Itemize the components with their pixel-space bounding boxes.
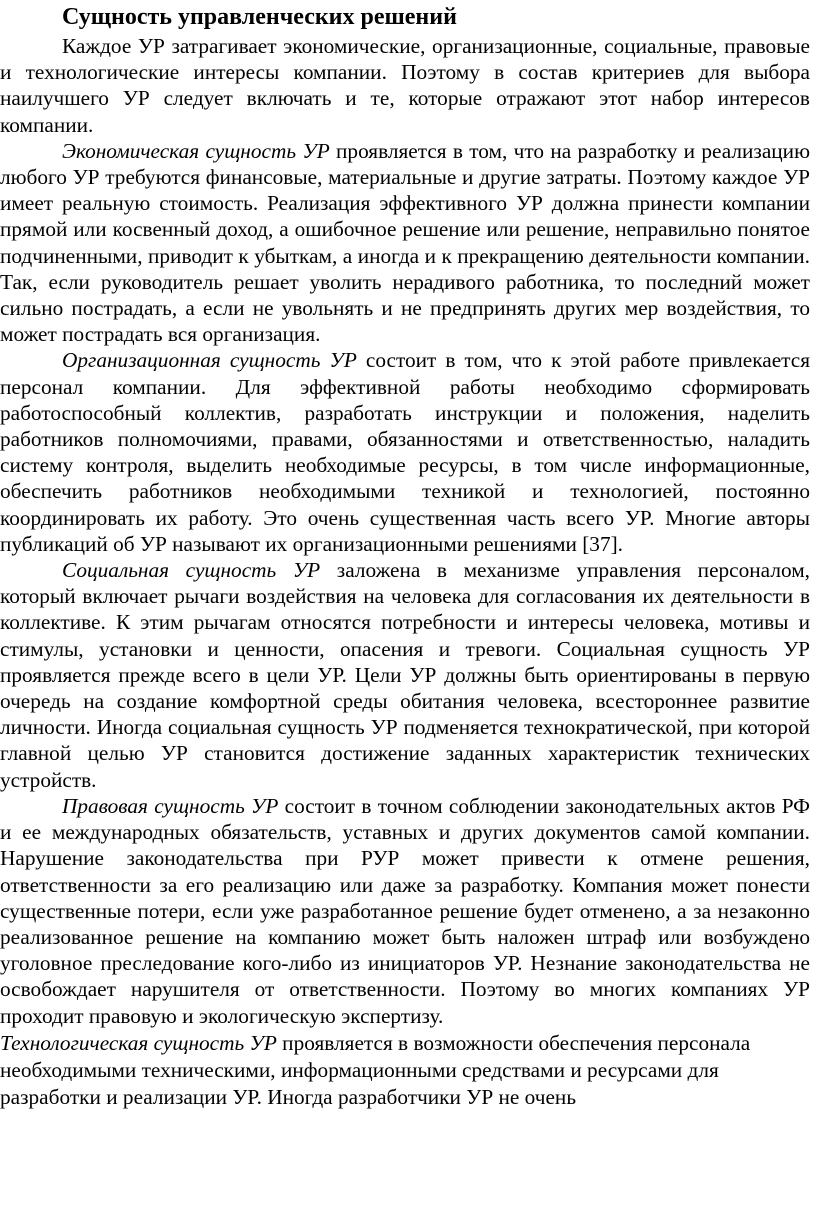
paragraph-text: заложена в механизме управления персоналом, который включает рычаги воздействия на человека для согласования их деятельности в коллективе. К этим рычагам относятся потребности и интересы человека, мотивы и стимулы, установки и ценности, опасения и тревоги. Социальная сущность УР проявляется прежде всего в цели УР. Цели УР должны быть ориентированы в первую очередь на создание комфортной среды обитания человека, всестороннее развитие личности. Иногда социальная сущность УР подменяется технократической, при которой главной целью УР становится достижение заданных характеристик технических устройств.	[0, 558, 810, 792]
paragraph-intro	[0, 33, 810, 138]
paragraph-organizational	[0, 347, 810, 557]
paragraph-lead-term: Социальная сущность УР	[62, 558, 321, 583]
paragraph-economic	[0, 138, 810, 348]
paragraph-lead-term: Правовая сущность УР	[62, 793, 279, 818]
paragraph-text: проявляется в возможности обеспечения персонала необходимыми техническими, информационными средствами и ресурсами для разработки и реализации УР. Иногда разработчики УР не очень	[0, 1030, 751, 1109]
paragraph-text: Каждое УР затрагивает экономические, организационные, социальные, правовые и технологические интересы компании. Поэтому в состав критериев для выбора наилучшего УР следует включать и те, которые отражают этот набор интересов компании.	[0, 34, 810, 137]
paragraph-text: проявляется в том, что на разработку и реализацию любого УР требуются финансовые, материальные и другие затраты. Поэтому каждое УР имеет реальную стоимость. Реализация эффективного УР должна принести компании прямой или косвенный доход, а ошибочное решение или решение, неправильно понятое подчиненными, приводит к убыткам, а иногда и к прекращению деятельности компании. Так, если руководитель решает уволить нерадивого работника, то последний может сильно пострадать, а если не увольнять и не предпринять других мер воздействия, то может пострадать вся организация.	[0, 138, 810, 347]
paragraph-lead-term: Организационная сущность УР	[62, 348, 357, 373]
page-title: Сущность управленческих решений	[62, 4, 457, 30]
paragraph-legal	[0, 793, 810, 1029]
paragraph-lead-term: Технологическая сущность УР	[0, 1030, 277, 1055]
document-body	[0, 33, 810, 1111]
paragraph-technological	[0, 1030, 810, 1111]
paragraph-lead-term: Экономическая сущность УР	[62, 138, 330, 163]
paragraph-text: состоит в том, что к этой работе привлекается персонал компании. Для эффективной работы необходимо сформировать работоспособный коллектив, разработать инструкции и положения, наделить работников полномочиями, правами, обязанностями и ответственностью, наладить систему контроля, выделить необходимые ресурсы, в том числе информационные, обеспечить работников необходимыми техникой и технологией, постоянно координировать их работу. Это очень существенная часть всего УР. Многие авторы публикаций об УР называют их организационными решениями [37].	[0, 348, 810, 556]
paragraph-social	[0, 557, 810, 793]
paragraph-text: состоит в точном соблюдении законодательных актов РФ и ее международных обязательств, уставных и других документов самой компании. Нарушение законодательства при РУР может привести к отмене решения, ответственности за его реализацию или даже за разработку. Компания может понести существенные потери, если уже разработанное решение будет отменено, а за незаконно реализованное решение на компанию может быть наложен штраф или возбуждено уголовное преследование кого-либо из инициаторов УР. Незнание законодательства не освобождает нарушителя от ответственности. Поэтому во многих компаниях УР проходит правовую и экологическую экспертизу.	[0, 793, 811, 1028]
